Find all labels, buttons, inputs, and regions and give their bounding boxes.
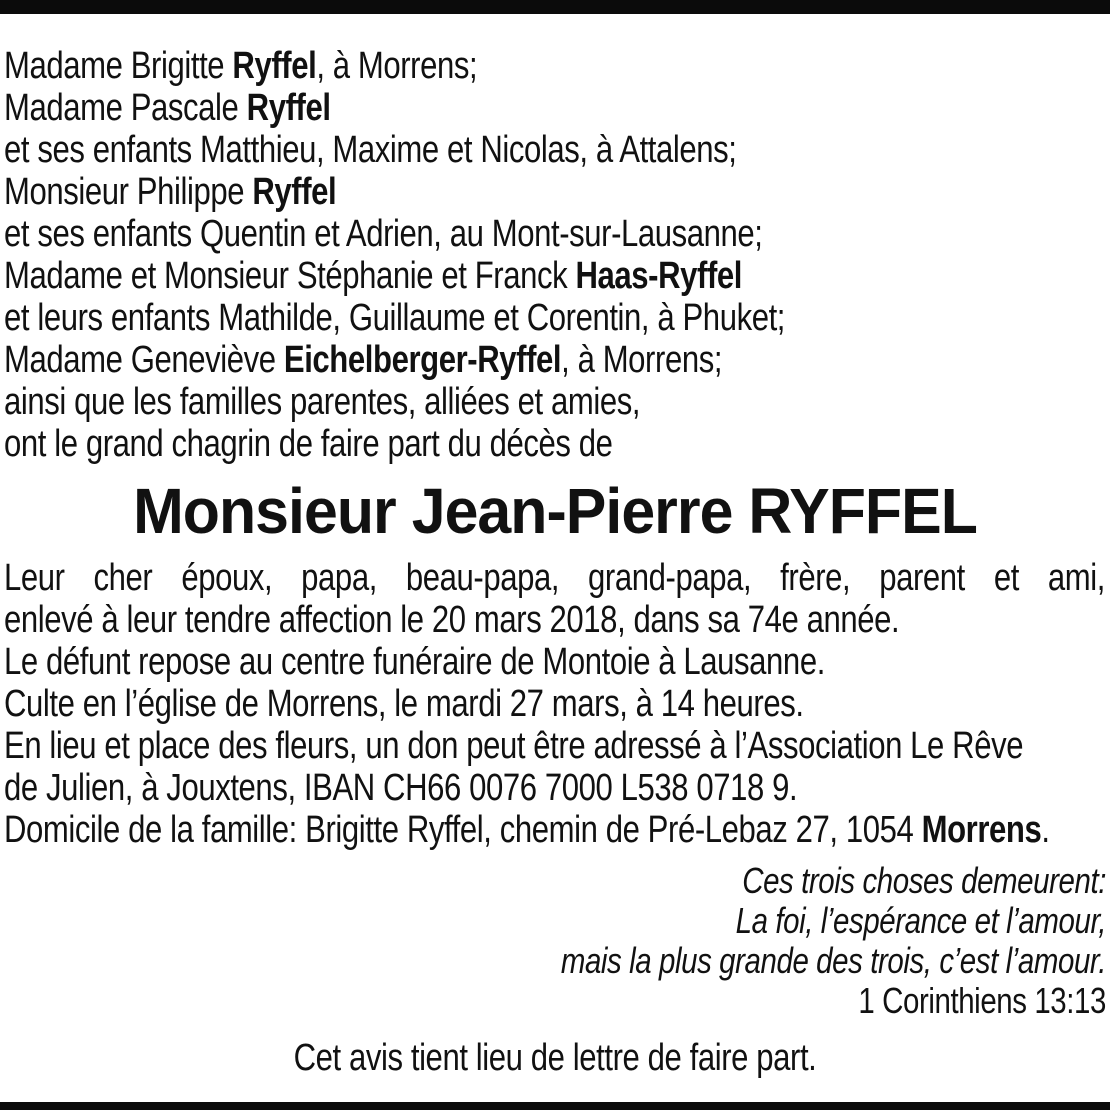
text-line: enlevé à leur tendre affection le 20 mars 2018, dans sa 74e année. [4, 599, 900, 641]
text-line: ont le grand chagrin de faire part du décès de [4, 423, 613, 465]
text-line: mais la plus grande des trois, c’est l’amour. [560, 940, 1106, 981]
family-announcement [4, 45, 1105, 465]
text-line: Leur cher époux, papa, beau-papa, grand-papa, frère, parent et ami, [4, 557, 1106, 599]
text-line: Madame Pascale Ryffel [4, 87, 331, 129]
text-line: Domicile de la famille: Brigitte Ryffel, chemin de Pré-Lebaz 27, 1054 Morrens. [4, 809, 1050, 851]
text-line: et ses enfants Quentin et Adrien, au Mont-sur-Lausanne; [4, 213, 763, 255]
scripture-quote [5, 861, 1106, 1021]
top-border-rule [0, 0, 1110, 14]
funeral-details [4, 557, 1105, 851]
closing-line: Cet avis tient lieu de lettre de faire part. [293, 1037, 817, 1079]
text-line: Ces trois choses demeurent: [742, 860, 1106, 901]
text-line: et leurs enfants Mathilde, Guillaume et Corentin, à Phuket; [4, 297, 786, 339]
text-line: de Julien, à Jouxtens, IBAN CH66 0076 7000 L538 0718 9. [4, 767, 798, 809]
text-line: Madame Geneviève Eichelberger-Ryffel, à Morrens; [4, 339, 723, 381]
scripture-quote-lines [5, 861, 1106, 981]
text-line: ainsi que les familles parentes, alliées et amies, [4, 381, 641, 423]
deceased-name-title: Monsieur Jean-Pierre RYFFEL [133, 475, 977, 547]
notice-content [4, 14, 1106, 1079]
text-line: Madame Brigitte Ryffel, à Morrens; [4, 45, 478, 87]
text-line: Culte en l’église de Morrens, le mardi 27 mars, à 14 heures. [4, 683, 804, 725]
scripture-reference: 1 Corinthiens 13:13 [858, 980, 1106, 1021]
text-line: Madame et Monsieur Stéphanie et Franck Haas-Ryffel [4, 255, 743, 297]
bottom-border-rule [0, 1102, 1110, 1110]
text-line: et ses enfants Matthieu, Maxime et Nicolas, à Attalens; [4, 129, 737, 171]
text-line: La foi, l’espérance et l’amour, [735, 900, 1106, 941]
text-line: En lieu et place des fleurs, un don peut être adressé à l’Association Le Rêve [4, 725, 1024, 767]
text-line: Monsieur Philippe Ryffel [4, 171, 337, 213]
text-line: Le défunt repose au centre funéraire de Montoie à Lausanne. [4, 641, 825, 683]
